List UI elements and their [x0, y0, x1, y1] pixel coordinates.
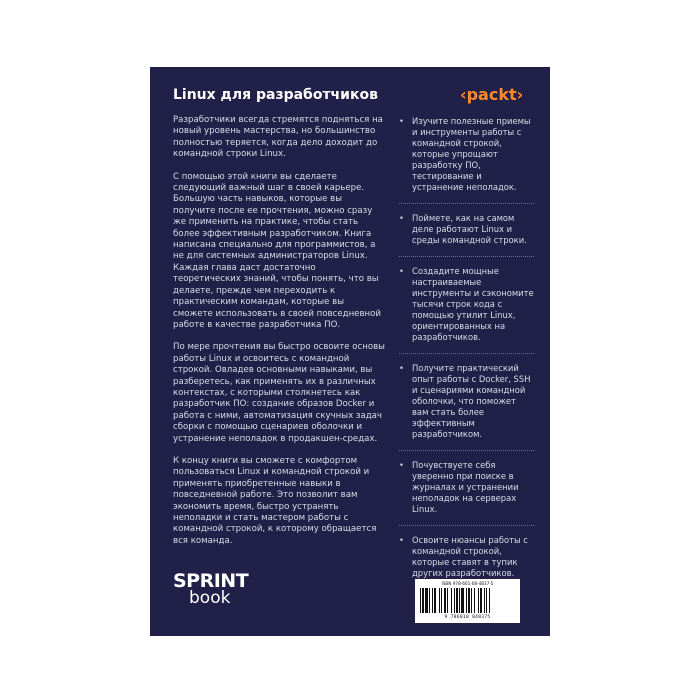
- barcode-icon: [419, 588, 516, 613]
- benefit-item: [399, 213, 534, 257]
- benefit-text: Получите практический опыт работы с Docker, SSH и сценариями командной оболочки, что поможет вам стать более эффективным разработчиком.: [412, 363, 531, 439]
- sprint-book-logo: [173, 572, 248, 607]
- benefit-item: [399, 116, 534, 204]
- benefit-text: Изучите полезные приемы и инструменты работы с командной строкой, которые упрощают разработку ПО, тестирование и устранение неполадок.: [412, 116, 531, 192]
- barcode-number: 9 786010 848375: [444, 615, 491, 620]
- benefit-item: [399, 266, 534, 354]
- bullet-icon: •: [399, 116, 404, 126]
- benefit-item: [399, 363, 534, 451]
- description-paragraph: По мере прочтения вы быстро освоите основы работы Linux и освоитесь с командной строкой. Овладев основными навыками, вы разберетесь, как применять их в различных контекстах, с которыми столкнетесь как разработчик ПО: создание образов Docker и работа с ними, автоматизация скучных задач сборки с помощью сценариев оболочки и устранение неполадок в продакшен-средах.: [173, 342, 385, 444]
- bullet-icon: •: [399, 266, 404, 276]
- description-paragraph: К концу книги вы сможете с комфортом пользоваться Linux и командной строкой и применять приобретенные навыки в повседневной работе. Это позволит вам экономить время, быстро устранять неполадки и стать мастером работы с командной строкой, к которому обращается вся команда.: [173, 455, 377, 546]
- benefit-item: [399, 460, 534, 526]
- benefit-text: Поймете, как на самом деле работают Linux и среды командной строки.: [412, 213, 527, 245]
- logo-top-text: SPRINT: [173, 570, 249, 592]
- bullet-icon: •: [399, 535, 404, 545]
- description-paragraph: С помощью этой книги вы сделаете следующий важный шаг в своей карьере. Большую часть навыков, которые вы получите после ее прочтения, можно сразу же применить на практике, чтобы стать более эффективным разработчиком. Книга написана специально для программистов, а не для системных администраторов Linux. Каждая глава даст достаточно теоретических знаний, чтобы понять, что вы делаете, прежде чем переходить к практическим командам, которые вы сможете использовать в своей повседневной работе в качестве разработчика ПО.: [173, 171, 381, 330]
- benefit-text: Освоите нюансы работы с командной строкой, которые ставят в тупик других разработчиков.: [412, 535, 528, 578]
- publisher-logo: ‹packt›: [460, 85, 524, 104]
- isbn-barcode-label: [415, 579, 520, 623]
- isbn-text: ISBN 978-601-08-4837-5: [441, 581, 494, 586]
- book-back-cover: [150, 67, 550, 636]
- bullet-icon: •: [399, 460, 404, 470]
- benefit-text: Создадите мощные настраиваемые инструменты и сэкономите тысячи строк кода с помощью утилит Linux, ориентированных на разработчиков.: [412, 266, 534, 342]
- bullet-icon: •: [399, 213, 404, 223]
- logo-bottom-text: book: [189, 588, 231, 608]
- description-column: [173, 115, 385, 558]
- bullet-icon: •: [399, 363, 404, 373]
- book-title: Linux для разработчиков: [173, 87, 378, 103]
- benefit-text: Почувствуете себя уверенно при поиске в журналах и устранении неполадок на серверах Linux.: [412, 460, 519, 514]
- benefits-list: [399, 116, 534, 598]
- description-paragraph: Разработчики всегда стремятся подняться на новый уровень мастерства, но большинство полностью теряется, когда дело доходит до командной строки Linux.: [173, 115, 383, 160]
